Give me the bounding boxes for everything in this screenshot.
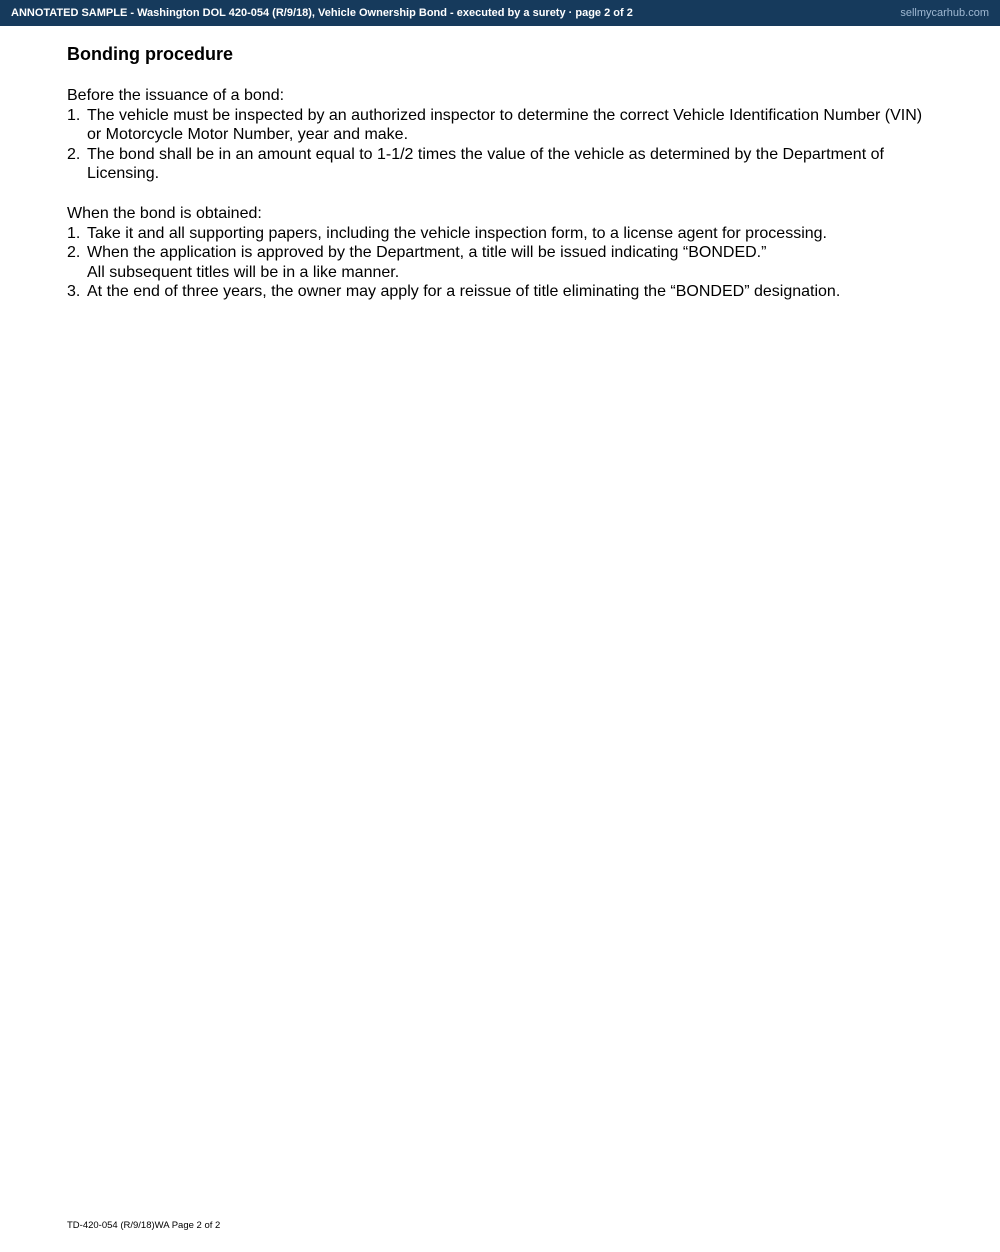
list-item-text: The bond shall be in an amount equal to 1-1/2 times the value of the vehicle as determined by the Department of Licensing. <box>87 145 884 183</box>
list-item <box>67 106 947 145</box>
top-banner <box>0 0 1000 26</box>
list-item <box>67 224 947 244</box>
list-item-number: 3. <box>67 283 81 301</box>
list-item-number: 1. <box>67 106 81 124</box>
list-item-number: 1. <box>67 224 81 242</box>
list-item-text: Take it and all supporting papers, including the vehicle inspection form, to a license agent for processing. <box>87 224 827 242</box>
before-issuance-section <box>67 86 947 184</box>
footer-form-id: TD-420-054 (R/9/18)WA Page 2 of 2 <box>67 1220 221 1231</box>
list-item-text: At the end of three years, the owner may apply for a reissue of title eliminating the “BONDED” designation. <box>87 283 841 301</box>
banner-title: ANNOTATED SAMPLE - Washington DOL 420-054 (R/9/18), Vehicle Ownership Bond - executed by a surety · page 2 of 2 <box>11 7 633 19</box>
list-item-text: The vehicle must be inspected by an authorized inspector to determine the correct Vehicle Identification Number (VIN) or Motorcycle Motor Number, year and make. <box>87 106 923 144</box>
list-item <box>67 282 947 302</box>
before-issuance-intro: Before the issuance of a bond: <box>67 87 285 104</box>
bond-obtained-section <box>67 204 947 302</box>
before-issuance-list <box>67 106 947 184</box>
list-item-text: When the application is approved by the Department, a title will be issued indicating “BONDED.” All subsequent titles will be in a like manner. <box>87 244 767 281</box>
bond-obtained-intro: When the bond is obtained: <box>67 204 262 222</box>
list-item-number: 2. <box>67 244 81 262</box>
list-item <box>67 243 947 282</box>
list-item-number: 2. <box>67 145 81 163</box>
document-body <box>67 42 947 302</box>
list-item <box>67 145 947 184</box>
page-title: Bonding procedure <box>67 44 233 64</box>
bond-obtained-list <box>67 224 947 302</box>
section-spacer <box>67 184 947 204</box>
banner-site-link[interactable]: sellmycarhub.com <box>900 7 989 19</box>
